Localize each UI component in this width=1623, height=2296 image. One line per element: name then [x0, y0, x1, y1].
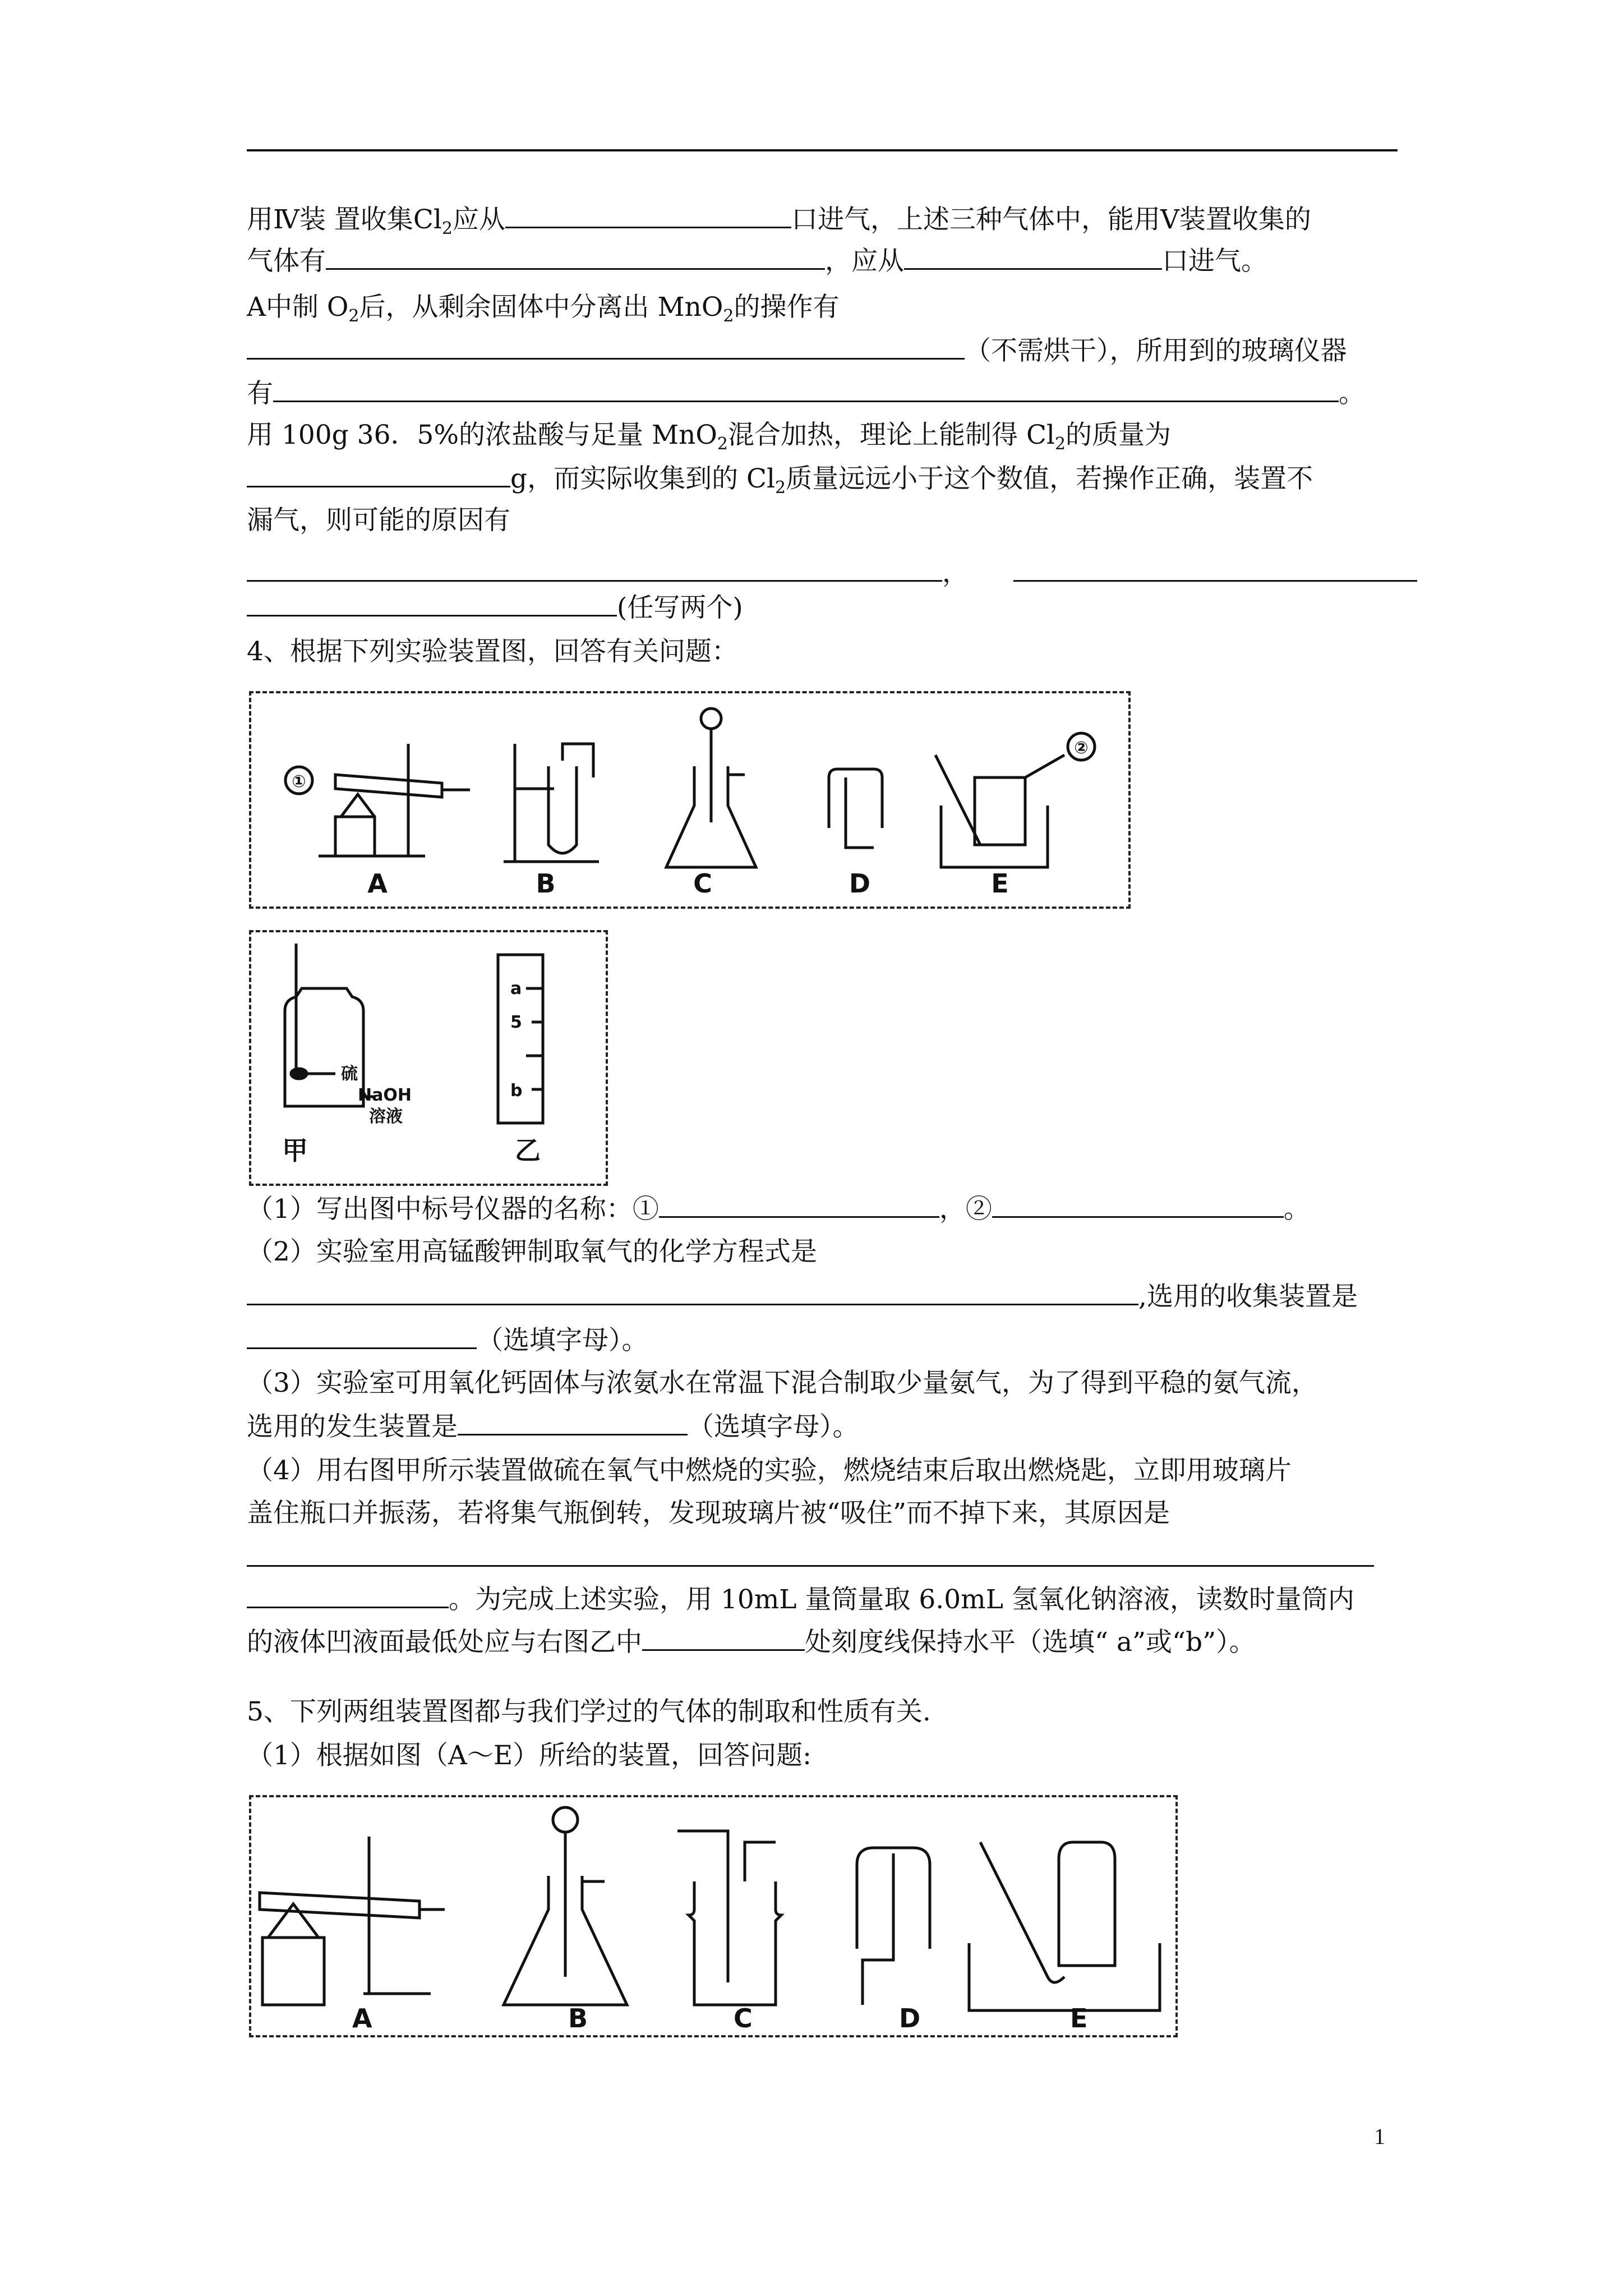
q4-part2: （2）实验室用高锰酸钾制取氧气的化学方程式是: [247, 1236, 817, 1267]
q3-line-2: 气体有 ，应从 口进气。: [247, 243, 1402, 278]
answer-blank[interactable]: [247, 461, 510, 487]
label-C: C: [734, 2003, 753, 2033]
answer-blank[interactable]: [247, 333, 965, 360]
label-b: b: [510, 1081, 523, 1101]
q5-sub1: （1）根据如图（A～E）所给的装置，回答问题:: [247, 1740, 811, 1771]
label-B: B: [536, 868, 556, 899]
label-A: A: [367, 868, 388, 899]
q4-part4: （4）用右图甲所示装置做硫在氧气中燃烧的实验，燃烧结束后取出燃烧匙，立即用玻璃片: [247, 1455, 1292, 1486]
q3-line-6: 用 100g 36．5%的浓盐酸与足量 MnO$_2$混合加热，理论上能制得 $Cl_2$的质量为: [247, 420, 1172, 454]
label-solution: 溶液: [369, 1107, 403, 1126]
q5-apparatus-drawing: [251, 1797, 1175, 2035]
answer-blank[interactable]: [326, 243, 825, 270]
label-naoh: NaOH: [358, 1085, 412, 1105]
label-yi: 乙: [515, 1135, 541, 1166]
q3-line-5: 有 。: [247, 376, 1402, 411]
answer-blank[interactable]: [992, 1191, 1284, 1218]
answer-blank[interactable]: [273, 376, 1339, 402]
answer-blank[interactable]: [247, 1582, 449, 1608]
label-E: E: [991, 868, 1009, 899]
answer-blank[interactable]: [659, 1191, 939, 1218]
answer-blank[interactable]: [247, 590, 617, 616]
q4-part4-line5: 的液体凹液面最低处应与右图乙中 处刻度线保持水平（选填“ a”或“b”）。: [247, 1625, 1402, 1659]
label-C: C: [693, 868, 712, 899]
q4-part4-line2: 盖住瓶口并振荡，若将集气瓶倒转，发现玻璃片被“吸住”而不掉下来，其原因是: [247, 1498, 1170, 1529]
q4-part4-line4: 。为完成上述实验，用 10mL 量筒量取 6.0mL 氢氧化钠溶液，读数时量筒内: [247, 1582, 1402, 1617]
answer-blank[interactable]: [1013, 555, 1417, 582]
answer-blank[interactable]: [505, 202, 791, 228]
q3-line-10: (任写两个): [247, 590, 1402, 625]
q4-part2-line3: （选填字母）。: [247, 1323, 1402, 1358]
label-E: E: [1070, 2003, 1088, 2033]
answer-blank[interactable]: [247, 555, 942, 582]
answer-blank[interactable]: [247, 1540, 1374, 1567]
q4-title: 4、根据下列实验装置图，回答有关问题：: [247, 636, 738, 667]
answer-blank[interactable]: [642, 1625, 805, 1651]
label-D: D: [849, 868, 871, 899]
label-a: a: [510, 979, 522, 999]
q4-part2-line2: ,选用的收集装置是: [247, 1279, 1402, 1314]
q4-jia-yi-figure: [249, 930, 608, 1186]
q3-line-8: 漏气，则可能的原因有: [247, 505, 510, 536]
label-D: D: [899, 2003, 921, 2033]
q3-line-4: （不需烘干），所用到的玻璃仪器: [247, 333, 1402, 368]
label-5: 5: [510, 1013, 522, 1032]
header-rule: [247, 149, 1398, 151]
answer-blank[interactable]: [247, 1279, 1138, 1305]
answer-blank[interactable]: [458, 1409, 688, 1435]
mark-2: ②: [1074, 738, 1089, 758]
q4-part3-line2: 选用的发生装置是 （选填字母）。: [247, 1409, 1402, 1444]
q4-part4-line3: [247, 1540, 1402, 1575]
q4-part3: （3）实验室可用氧化钙固体与浓氨水在常温下混合制取少量氨气，为了得到平稳的氨气流，: [247, 1368, 1318, 1398]
page-number: 1: [1374, 2124, 1385, 2149]
q4-apparatus-drawing: [251, 693, 1128, 907]
answer-blank[interactable]: [247, 1323, 477, 1349]
label-sulfur: 硫: [341, 1064, 358, 1084]
q5-title: 5、下列两组装置图都与我们学过的气体的制取和性质有关.: [247, 1696, 931, 1727]
q4-jia-yi-drawing: [251, 932, 606, 1184]
q3-line-3: A中制 $O_2$后，从剩余固体中分离出 MnO$_2$的操作有: [247, 292, 840, 326]
answer-blank[interactable]: [904, 243, 1162, 270]
label-A: A: [352, 2003, 372, 2033]
label-jia: 甲: [282, 1135, 308, 1166]
q4-part1: （1）写出图中标号仪器的名称：① ，② 。: [247, 1191, 1402, 1226]
q3-line-7: g，而实际收集到的 $Cl_2$质量远远小于这个数值，若操作正确，装置不: [247, 461, 1402, 505]
mark-1: ①: [292, 772, 306, 792]
q5-apparatus-figure: [249, 1795, 1178, 2037]
label-B: B: [568, 2003, 588, 2033]
q4-apparatus-figure: [249, 691, 1131, 909]
q3-line-9: ，: [247, 555, 1402, 590]
q3-line-1: 用Ⅳ装 置收集$Cl_2$应从 口进气，上述三种气体中，能用Ⅴ装置收集的: [247, 202, 1402, 246]
